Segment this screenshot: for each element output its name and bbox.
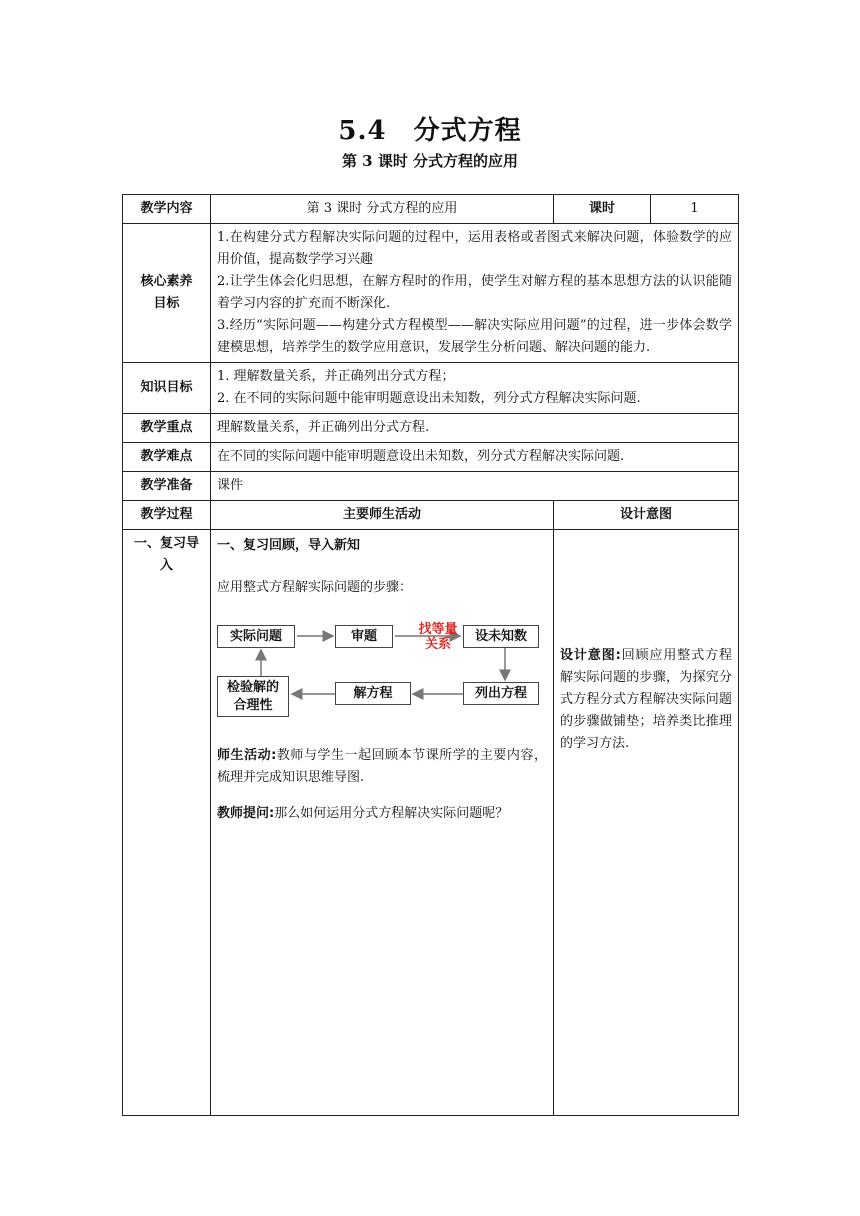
page-subtitle: 第 3 课时 分式方程的应用 — [341, 152, 519, 170]
steps-intro: 应用整式方程解实际问题的步骤： — [217, 580, 413, 595]
check-line2: 合理性 — [233, 698, 273, 713]
row-process-header — [123, 501, 739, 530]
intent-paragraph — [560, 645, 732, 755]
flow-box-check — [217, 676, 289, 717]
question-paragraph — [217, 803, 547, 825]
label-key-point: 教学重点 — [123, 414, 211, 443]
knowledge-content — [211, 363, 739, 414]
flow-box-solve-equation: 解方程 — [335, 682, 411, 705]
core-goal-item: 3.经历“实际问题——构建分式方程模型——解决实际应用问题”的过程，进一步体会数学建模思想，培养学生的数学应用意识，发展学生分析问题、解决问题的能力. — [217, 318, 732, 355]
page-title: 5.4 分式方程 — [338, 116, 522, 146]
label-knowledge: 知识目标 — [123, 363, 211, 414]
row-core-goals — [123, 224, 739, 363]
core-goal-item: 2.让学生体会化归思想，在解方程时的作用，使学生对解方程的基本思想方法的认识能随着学习内容的扩充而不断深化. — [217, 274, 732, 311]
knowledge-item: 1. 理解数量关系，并正确列出分式方程； — [217, 369, 455, 384]
check-line1: 检验解的 — [226, 680, 279, 695]
period-value: 1 — [651, 195, 739, 224]
preparation-content: 课件 — [211, 472, 739, 501]
activity-text: 教师与学生一起回顾本节课所学的主要内容，梳理并完成知识思维导图. — [217, 748, 547, 785]
row-key-point — [123, 414, 739, 443]
difficulty-content: 在不同的实际问题中能审明题意设出未知数，列分式方程解决实际问题. — [211, 443, 739, 472]
label-difficulty: 教学难点 — [123, 443, 211, 472]
section-title: 一、复习回顾，导入新知 — [217, 538, 361, 553]
question-text: 那么如何运用分式方程解决实际问题呢？ — [274, 806, 509, 821]
key-point-content: 理解数量关系，并正确列出分式方程. — [211, 414, 739, 443]
flow-box-list-equation: 列出方程 — [463, 682, 539, 705]
label-core-goals — [123, 224, 211, 363]
label-content: 教学内容 — [123, 195, 211, 224]
find-relation-line1: 找等量 — [418, 622, 458, 637]
intent-label: 设计意图: — [560, 648, 621, 663]
row-preparation — [123, 472, 739, 501]
row-content — [123, 195, 739, 224]
label-preparation: 教学准备 — [123, 472, 211, 501]
activities-cell — [211, 530, 554, 1116]
label-core-line1: 核心素养 — [140, 274, 193, 289]
header-intent: 设计意图 — [554, 501, 739, 530]
lesson-plan-table — [122, 194, 739, 1116]
knowledge-item: 2. 在不同的实际问题中能审明题意设出未知数，列分式方程解决实际问题. — [217, 391, 641, 406]
content-value: 第 3 课时 分式方程的应用 — [211, 195, 554, 224]
intent-text: 回顾应用整式方程解实际问题的步骤，为探究分式方程分式方程解决实际问题的步骤做铺垫；培养类比推理的学习方法. — [560, 648, 732, 751]
activity-label: 师生活动: — [217, 748, 277, 763]
header-process: 教学过程 — [123, 501, 211, 530]
flow-label-find-relation — [411, 622, 465, 652]
find-relation-line2: 关系 — [424, 637, 451, 652]
core-goal-item: 1.在构建分式方程解决实际问题的过程中，运用表格或者图式来解决问题，体验数学的应用价值，提高数学学习兴趣 — [217, 230, 732, 267]
row-process — [123, 530, 739, 1116]
stage-label: 一、复习导入 — [123, 530, 211, 1116]
row-difficulty — [123, 443, 739, 472]
flow-box-actual-problem: 实际问题 — [217, 625, 295, 648]
label-period: 课时 — [554, 195, 651, 224]
intent-cell — [554, 530, 739, 1116]
question-label: 教师提问: — [217, 806, 275, 821]
flow-box-set-unknown: 设未知数 — [463, 625, 539, 648]
flow-box-examine: 审题 — [335, 625, 393, 648]
row-knowledge — [123, 363, 739, 414]
label-core-line2: 目标 — [153, 296, 180, 311]
header-activities: 主要师生活动 — [211, 501, 554, 530]
activity-paragraph — [217, 745, 547, 789]
core-goals-content — [211, 224, 739, 363]
flowchart — [217, 617, 547, 725]
